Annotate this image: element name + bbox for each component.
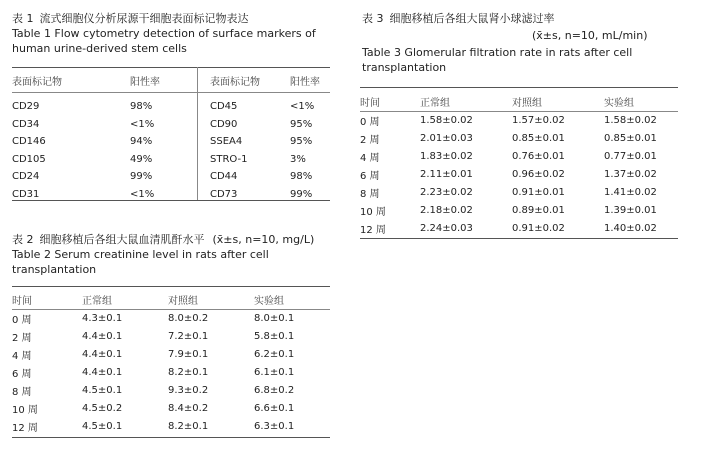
table-row bbox=[12, 381, 330, 399]
table-cell: 98% bbox=[130, 101, 153, 113]
table-cell: 6.1±0.1 bbox=[254, 366, 295, 378]
table-cell: 4.4±0.1 bbox=[82, 330, 123, 342]
table1-title-en-line2: human urine-derived stem cells bbox=[12, 42, 187, 55]
table-cell: 0.85±0.01 bbox=[512, 132, 565, 144]
table-cell: 2 周 bbox=[360, 134, 380, 146]
table-cell: 4.4±0.1 bbox=[82, 366, 123, 378]
table-row bbox=[360, 129, 678, 147]
table2-title-en-line1: Table 2 Serum creatinine level in rats after cell bbox=[12, 248, 269, 261]
table-cell: 8 周 bbox=[360, 188, 380, 200]
table2-caption bbox=[12, 232, 314, 277]
table-row bbox=[12, 116, 330, 134]
table-cell: 8 周 bbox=[12, 386, 32, 398]
table3-bottom-rule bbox=[360, 238, 678, 239]
table-row bbox=[12, 168, 330, 186]
table1-header-row bbox=[12, 70, 330, 90]
table-row bbox=[12, 345, 330, 363]
table-cell: 10 周 bbox=[12, 404, 38, 416]
table1-header-cell: 表面标记物 bbox=[210, 76, 260, 88]
table3-caption bbox=[362, 11, 648, 75]
table-cell: 0.91±0.02 bbox=[512, 222, 565, 234]
table-cell: 1.40±0.02 bbox=[604, 222, 657, 234]
table-cell: 2.18±0.02 bbox=[420, 204, 473, 216]
table3-header-cell: 正常组 bbox=[420, 98, 450, 109]
table-cell: CD105 bbox=[12, 153, 46, 165]
table2-title-cn: 表 2 细胞移植后各组大鼠血清肌酐水平 (x̄±s, n=10, mg/L) bbox=[12, 233, 315, 246]
table-cell: 4.5±0.1 bbox=[82, 420, 123, 432]
table-row bbox=[360, 111, 678, 129]
table-cell: 3% bbox=[290, 153, 306, 165]
table1-header-rule bbox=[12, 92, 330, 93]
table-row bbox=[12, 417, 330, 435]
table-row bbox=[12, 151, 330, 169]
table-cell: CD44 bbox=[210, 171, 238, 183]
table-cell: 0.96±0.02 bbox=[512, 168, 565, 180]
table3-top-rule bbox=[360, 87, 678, 88]
table1-caption bbox=[12, 11, 316, 56]
table1-header-cell: 表面标记物 bbox=[12, 76, 62, 88]
table-cell: 1.58±0.02 bbox=[420, 114, 473, 126]
table1-top-rule bbox=[12, 67, 330, 68]
table-cell: 12 周 bbox=[360, 224, 386, 236]
table3-title-en-line2: transplantation bbox=[362, 61, 447, 74]
table-cell: 8.4±0.2 bbox=[168, 402, 209, 414]
table-cell: 4 周 bbox=[360, 152, 380, 164]
table-row bbox=[12, 363, 330, 381]
table-cell: CD34 bbox=[12, 118, 40, 130]
table-cell: 4.5±0.1 bbox=[82, 384, 123, 396]
table-cell: 1.39±0.01 bbox=[604, 204, 657, 216]
table3-header-row bbox=[360, 92, 678, 111]
table-cell: CD29 bbox=[12, 101, 40, 113]
table-row bbox=[12, 399, 330, 417]
table3-title-en-line1: Table 3 Glomerular filtration rate in rats after cell bbox=[362, 46, 633, 59]
table-cell: STRO-1 bbox=[210, 153, 248, 165]
table-cell: 8.2±0.1 bbox=[168, 366, 209, 378]
table-cell: <1% bbox=[130, 118, 155, 130]
table-cell: 4.3±0.1 bbox=[82, 312, 123, 324]
table1-body bbox=[12, 98, 330, 203]
table-cell: 8.0±0.1 bbox=[254, 312, 295, 324]
table1 bbox=[12, 70, 330, 90]
table-row bbox=[12, 327, 330, 345]
table-cell: 95% bbox=[290, 118, 313, 130]
table-cell: 1.83±0.02 bbox=[420, 150, 473, 162]
table-cell: <1% bbox=[130, 188, 155, 200]
table3 bbox=[360, 92, 678, 237]
table-cell: 4.5±0.2 bbox=[82, 402, 123, 414]
table2 bbox=[12, 290, 330, 435]
table-row bbox=[12, 133, 330, 151]
table-cell: 6.6±0.1 bbox=[254, 402, 295, 414]
table3-header-cell: 时间 bbox=[360, 98, 380, 109]
table-cell: CD45 bbox=[210, 101, 238, 113]
table-cell: 0.91±0.01 bbox=[512, 186, 565, 198]
table-cell: SSEA4 bbox=[210, 136, 243, 148]
table-cell: 0 周 bbox=[12, 314, 32, 326]
table-cell: 95% bbox=[290, 136, 313, 148]
table-row bbox=[360, 201, 678, 219]
table-cell: <1% bbox=[290, 101, 315, 113]
table1-title-en-line1: Table 1 Flow cytometry detection of surface markers of bbox=[12, 27, 316, 40]
table-cell: 1.41±0.02 bbox=[604, 186, 657, 198]
table2-header-cell: 正常组 bbox=[82, 296, 112, 307]
table-cell: 1.58±0.02 bbox=[604, 114, 657, 126]
table-row bbox=[12, 98, 330, 116]
table-row bbox=[360, 219, 678, 237]
table-cell: 2.01±0.03 bbox=[420, 132, 473, 144]
table-cell: CD73 bbox=[210, 188, 238, 200]
table1-title-cn: 表 1 流式细胞仪分析尿源干细胞表面标记物表达 bbox=[12, 12, 249, 25]
table-cell: 6.3±0.1 bbox=[254, 420, 295, 432]
table-cell: 1.57±0.02 bbox=[512, 114, 565, 126]
table-cell: CD146 bbox=[12, 136, 46, 148]
table-cell: 1.37±0.02 bbox=[604, 168, 657, 180]
table-cell: 12 周 bbox=[12, 422, 38, 434]
table2-header-cell: 对照组 bbox=[168, 296, 198, 307]
table-cell: 8.2±0.1 bbox=[168, 420, 209, 432]
table-cell: 2 周 bbox=[12, 332, 32, 344]
table-cell: 6.8±0.2 bbox=[254, 384, 295, 396]
table-cell: 99% bbox=[290, 188, 313, 200]
table-cell: 99% bbox=[130, 171, 153, 183]
table-cell: 0.77±0.01 bbox=[604, 150, 657, 162]
table3-header-cell: 对照组 bbox=[512, 98, 542, 109]
table2-bottom-rule bbox=[12, 437, 330, 438]
table-cell: 2.11±0.01 bbox=[420, 168, 473, 180]
table-cell: 2.24±0.03 bbox=[420, 222, 473, 234]
table-cell: 7.9±0.1 bbox=[168, 348, 209, 360]
table-cell: 10 周 bbox=[360, 206, 386, 218]
table-cell: 4.4±0.1 bbox=[82, 348, 123, 360]
table3-title-cn: 表 3 细胞移植后各组大鼠肾小球滤过率 bbox=[362, 12, 555, 25]
table2-top-rule bbox=[12, 286, 330, 287]
table1-header-cell: 阳性率 bbox=[290, 76, 320, 88]
table3-title-cn-sub: (x̄±s, n=10, mL/min) bbox=[532, 29, 648, 42]
table-row bbox=[12, 309, 330, 327]
table-cell: 0.85±0.01 bbox=[604, 132, 657, 144]
table-cell: CD24 bbox=[12, 171, 40, 183]
table-row bbox=[360, 183, 678, 201]
table2-header-cell: 时间 bbox=[12, 296, 32, 307]
table-row bbox=[12, 186, 330, 204]
table-row bbox=[360, 147, 678, 165]
table-cell: 7.2±0.1 bbox=[168, 330, 209, 342]
table-row bbox=[360, 165, 678, 183]
table-cell: 0 周 bbox=[360, 116, 380, 128]
table-cell: 6 周 bbox=[360, 170, 380, 182]
table-cell: CD90 bbox=[210, 118, 238, 130]
table1-header-cell: 阳性率 bbox=[130, 76, 160, 88]
table-cell: 98% bbox=[290, 171, 313, 183]
table-cell: 0.89±0.01 bbox=[512, 204, 565, 216]
table2-title-en-line2: transplantation bbox=[12, 263, 97, 276]
table-cell: 4 周 bbox=[12, 350, 32, 362]
table-cell: 9.3±0.2 bbox=[168, 384, 209, 396]
table-cell: 6.2±0.1 bbox=[254, 348, 295, 360]
table2-header-cell: 实验组 bbox=[254, 296, 284, 307]
table-cell: 5.8±0.1 bbox=[254, 330, 295, 342]
table-cell: CD31 bbox=[12, 188, 40, 200]
table-cell: 0.76±0.01 bbox=[512, 150, 565, 162]
table-cell: 8.0±0.2 bbox=[168, 312, 209, 324]
table2-header-row bbox=[12, 290, 330, 309]
table-cell: 94% bbox=[130, 136, 153, 148]
table-cell: 49% bbox=[130, 153, 153, 165]
table-cell: 6 周 bbox=[12, 368, 32, 380]
table3-header-cell: 实验组 bbox=[604, 98, 634, 109]
table-cell: 2.23±0.02 bbox=[420, 186, 473, 198]
